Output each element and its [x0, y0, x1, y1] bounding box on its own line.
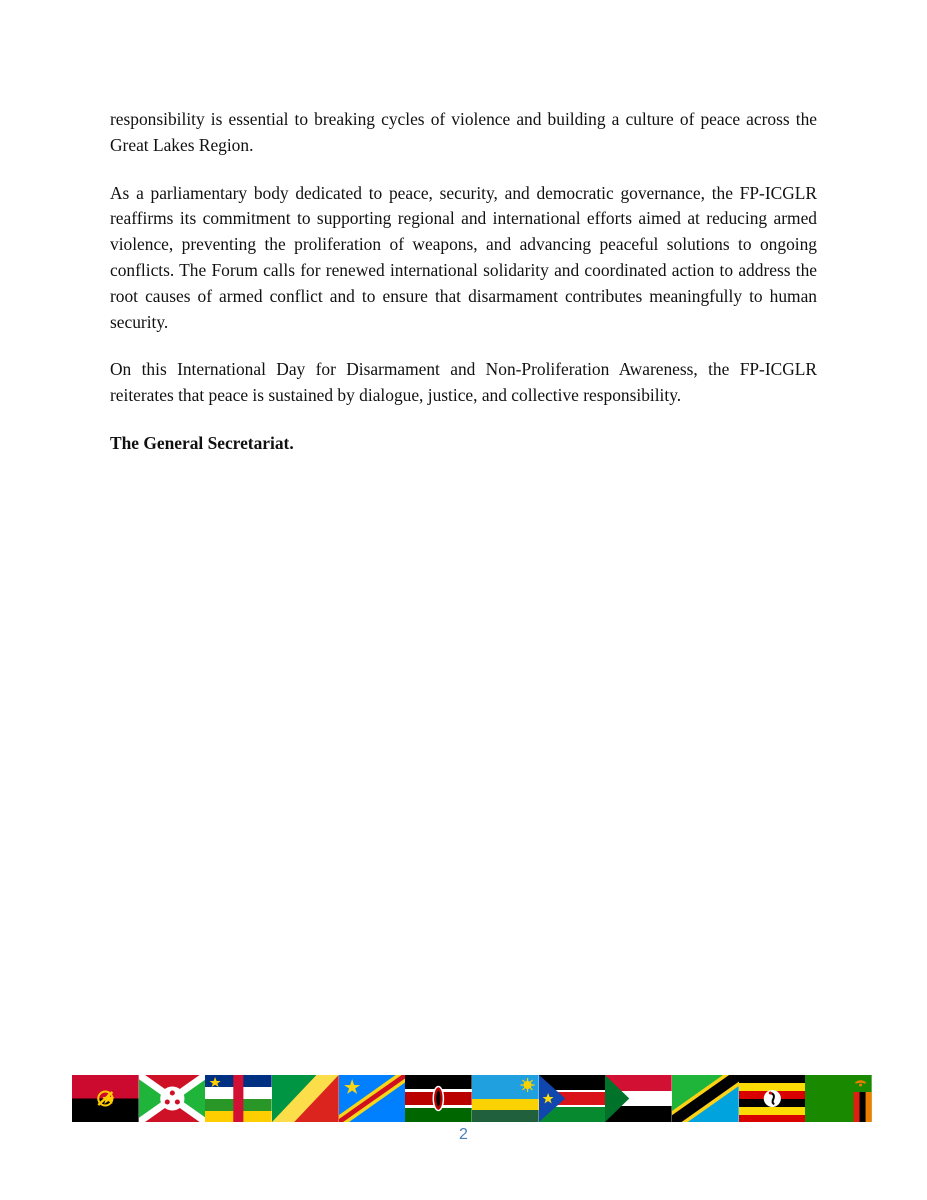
paragraph-commitment: As a parliamentary body dedicated to peace, security, and democratic governance, the FP-ICGLR reaffirms its commitment to supporting regional and international efforts aimed at reducing armed violence, preventing the proliferation of weapons, and advancing peaceful solutions to ongoing conflicts. The Forum calls for renewed international solidarity and coordinated action to address the root causes of armed conflict and to ensure that disarmament contributes meaningfully to human security. — [110, 182, 817, 332]
burundi-flag-icon — [139, 1075, 206, 1122]
member-states-flag-strip — [72, 1075, 872, 1122]
rwanda-flag-icon — [472, 1075, 539, 1122]
tanzania-flag-icon — [672, 1075, 739, 1122]
central-african-republic-flag-icon — [205, 1075, 272, 1122]
document-body — [110, 107, 817, 457]
signature: The General Secretariat. — [110, 432, 294, 453]
page-number: 2 — [459, 1126, 468, 1143]
south-sudan-flag-icon — [539, 1075, 606, 1122]
zambia-flag-icon — [805, 1075, 872, 1122]
uganda-flag-icon — [739, 1075, 806, 1122]
kenya-flag-icon — [405, 1075, 472, 1122]
dr-congo-flag-icon — [339, 1075, 406, 1122]
paragraph-responsibility: responsibility is essential to breaking cycles of violence and building a culture of peace across the Great Lakes Region. — [110, 109, 817, 155]
paragraph-international-day: On this International Day for Disarmament and Non-Proliferation Awareness, the FP-ICGLR reiterates that peace is sustained by dialogue, justice, and collective responsibility. — [110, 359, 817, 406]
congo-flag-icon — [272, 1075, 339, 1122]
angola-flag-icon — [72, 1075, 139, 1122]
sudan-flag-icon — [605, 1075, 672, 1122]
